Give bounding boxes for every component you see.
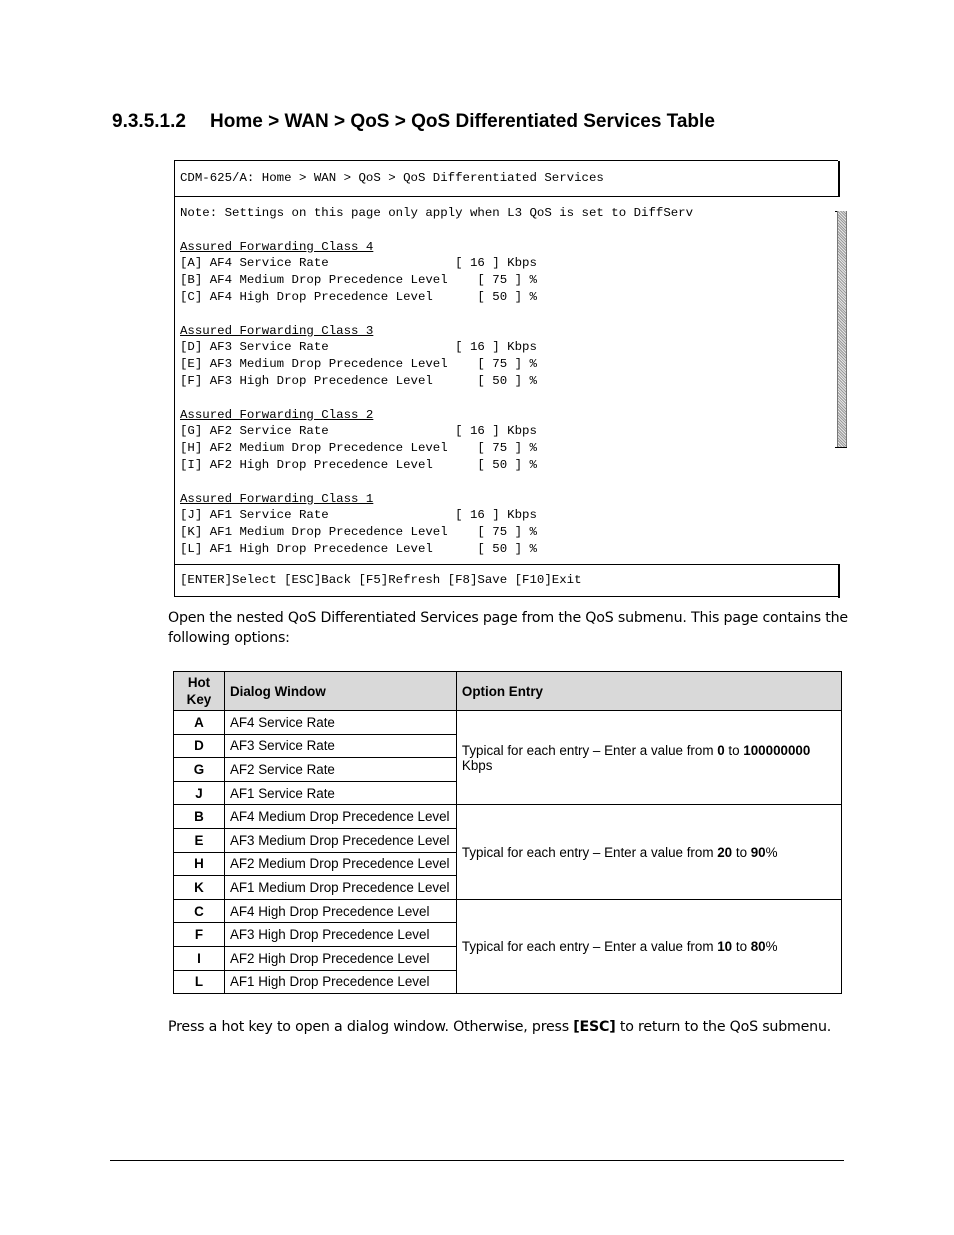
dialog-window-cell: AF2 Service Rate xyxy=(224,758,456,782)
dialog-window-cell: AF4 Service Rate xyxy=(224,711,456,735)
terminal-screenshot xyxy=(174,160,838,597)
terminal-note: Note: Settings on this page only apply when L3 QoS is set to DiffServ xyxy=(180,206,694,220)
dialog-window-cell: AF3 Medium Drop Precedence Level xyxy=(224,828,456,852)
dialog-window-cell: AF1 Medium Drop Precedence Level xyxy=(224,876,456,900)
header-dialog-window: Dialog Window xyxy=(224,672,456,711)
terminal-group-af4 xyxy=(180,239,693,306)
terminal-option-f[interactable]: [F] AF3 High Drop Precedence Level [ 50 ] % xyxy=(180,373,537,388)
option-entry-cell: Typical for each entry – Enter a value from 10 to 80% xyxy=(456,899,841,993)
hot-key-cell: G xyxy=(174,758,225,782)
terminal-divider xyxy=(175,196,839,197)
table-row xyxy=(174,805,842,829)
hot-key-cell: I xyxy=(174,946,225,970)
header-option-entry: Option Entry xyxy=(456,672,841,711)
hot-key-cell: F xyxy=(174,923,225,947)
terminal-option-h[interactable]: [H] AF2 Medium Drop Precedence Level [ 75 ] % xyxy=(180,441,537,456)
terminal-scrollbar[interactable] xyxy=(837,211,847,447)
terminal-group-heading: Assured Forwarding Class 4 xyxy=(180,239,374,254)
outro-paragraph: Press a hot key to open a dialog window. Otherwise, press [ESC] to return to the QoS submenu. xyxy=(168,1019,832,1035)
section-number: 9.3.5.1.2 xyxy=(112,111,186,132)
table-header-row xyxy=(174,672,842,711)
esc-key-label: [ESC] xyxy=(573,1019,616,1035)
dialog-window-cell: AF3 High Drop Precedence Level xyxy=(224,923,456,947)
dialog-window-cell: AF3 Service Rate xyxy=(224,734,456,758)
terminal-option-k[interactable]: [K] AF1 Medium Drop Precedence Level [ 75 ] % xyxy=(180,525,537,540)
terminal-group-af2 xyxy=(180,407,693,474)
dialog-window-cell: AF4 Medium Drop Precedence Level xyxy=(224,805,456,829)
section-heading xyxy=(112,111,715,133)
terminal-option-a[interactable]: [A] AF4 Service Rate [ 16 ] Kbps xyxy=(180,256,537,271)
hot-key-cell: B xyxy=(174,805,225,829)
dialog-window-cell: AF2 Medium Drop Precedence Level xyxy=(224,852,456,876)
header-hot-key: Hot Key xyxy=(174,672,225,711)
terminal-option-g[interactable]: [G] AF2 Service Rate [ 16 ] Kbps xyxy=(180,424,537,439)
terminal-option-d[interactable]: [D] AF3 Service Rate [ 16 ] Kbps xyxy=(180,340,537,355)
section-title: Home > WAN > QoS > QoS Differentiated Services Table xyxy=(210,111,715,132)
intro-paragraph: Open the nested QoS Differentiated Services page from the QoS submenu. This page contains the following options: xyxy=(168,610,848,646)
terminal-group-heading: Assured Forwarding Class 2 xyxy=(180,407,374,422)
table-row xyxy=(174,899,842,923)
dialog-window-cell: AF4 High Drop Precedence Level xyxy=(224,899,456,923)
terminal-option-e[interactable]: [E] AF3 Medium Drop Precedence Level [ 75 ] % xyxy=(180,357,537,372)
hot-key-cell: A xyxy=(174,711,225,735)
terminal-group-af1 xyxy=(180,491,693,558)
hot-key-cell: K xyxy=(174,876,225,900)
terminal-title: CDM-625/A: Home > WAN > QoS > QoS Differentiated Services xyxy=(180,171,604,185)
hot-key-cell: H xyxy=(174,852,225,876)
terminal-option-b[interactable]: [B] AF4 Medium Drop Precedence Level [ 75 ] % xyxy=(180,273,537,288)
terminal-divider xyxy=(175,564,839,565)
dialog-window-cell: AF1 High Drop Precedence Level xyxy=(224,970,456,994)
options-table xyxy=(173,671,842,994)
terminal-group-af3 xyxy=(180,323,693,390)
table-row xyxy=(174,711,842,735)
hot-key-cell: D xyxy=(174,734,225,758)
footer-rule xyxy=(110,1160,844,1161)
hot-key-cell: L xyxy=(174,970,225,994)
terminal-option-i[interactable]: [I] AF2 High Drop Precedence Level [ 50 ] % xyxy=(180,457,537,472)
dialog-window-cell: AF1 Service Rate xyxy=(224,781,456,805)
terminal-group-heading: Assured Forwarding Class 1 xyxy=(180,491,374,506)
terminal-option-c[interactable]: [C] AF4 High Drop Precedence Level [ 50 ] % xyxy=(180,289,537,304)
terminal-option-l[interactable]: [L] AF1 High Drop Precedence Level [ 50 ] % xyxy=(180,541,537,556)
terminal-option-j[interactable]: [J] AF1 Service Rate [ 16 ] Kbps xyxy=(180,508,537,523)
terminal-body xyxy=(180,205,693,558)
option-entry-cell: Typical for each entry – Enter a value from 20 to 90% xyxy=(456,805,841,899)
dialog-window-cell: AF2 High Drop Precedence Level xyxy=(224,946,456,970)
terminal-group-heading: Assured Forwarding Class 3 xyxy=(180,323,374,338)
hot-key-cell: C xyxy=(174,899,225,923)
terminal-key-legend: [ENTER]Select [ESC]Back [F5]Refresh [F8]Save [F10]Exit xyxy=(180,573,582,587)
hot-key-cell: E xyxy=(174,828,225,852)
hot-key-cell: J xyxy=(174,781,225,805)
option-entry-cell: Typical for each entry – Enter a value from 0 to 100000000 Kbps xyxy=(456,711,841,805)
